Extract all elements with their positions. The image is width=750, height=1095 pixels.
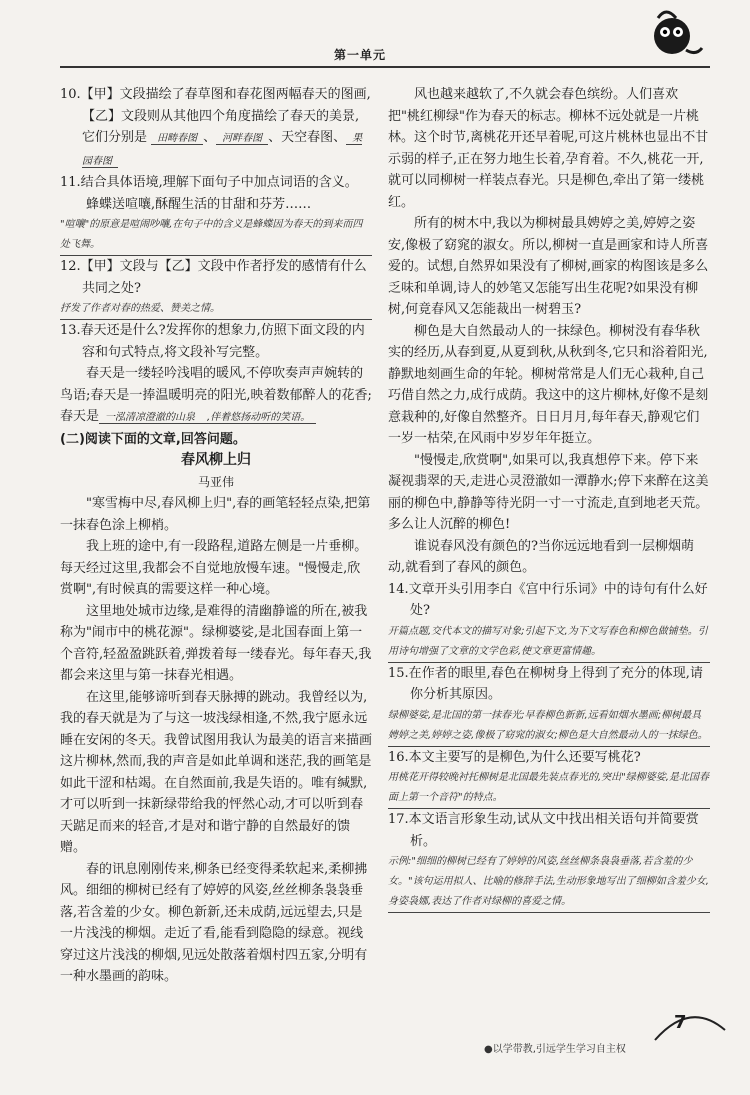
answer-14: 开篇点题,交代本文的描写对象;引起下文,为下文写春色和柳色做铺垫。引用诗句增强了文章的文学色彩,使文章更富情趣。 (388, 622, 710, 663)
article-paragraph: 我上班的途中,有一段路程,道路左侧是一片垂柳。每天经过这里,我都会不自觉地放慢车速。"慢慢走,欣赏啊",有时候真的需要这样一种心境。 (60, 539, 368, 597)
question-14: 14.文章开头引用李白《宫中行乐词》中的诗句有什么好处? (388, 581, 708, 618)
answer-12: 抒发了作者对春的热爱、赞美之情。 (60, 299, 372, 320)
article-paragraph: 所有的树木中,我以为柳树最具娉婷之美,婷婷之姿安,像极了窈窕的淑女。所以,柳树一直是画家和诗人所喜爱的。试想,自然界如果没有了柳树,画家的构图该是多么乏味和单调,诗人的妙笔又怎能写出生花呢?如果没有柳树,何竟春风又怎能裁出一树碧玉? (388, 216, 709, 317)
article-paragraph: 在这里,能够谛听到春天脉搏的跳动。我曾经以为,我的春天就是为了与这一坡浅绿相逢,不然,我宁愿永远睡在安闲的冬天。我曾试图用我认为最美的语言来描画这片柳林,然而,我的声音是如此单调和迷茫,我的画笔是如此干涩和枯竭。在自然面前,我是失语的。唯有缄默,才可以听到一抹新绿带给我的怦然心动,才可以听到春天踮足而来的轻音,才是对和谐宁静的自然最好的馈赠。 (60, 689, 373, 855)
question-12: 12.【甲】文段与【乙】文段中作者抒发的感情有什么共同之处? (60, 259, 367, 296)
question-15: 15.在作者的眼里,春色在柳树身上得到了充分的体现,请你分析其原因。 (388, 665, 703, 702)
answer-13-1: 一泓清凉澄澈的山泉 (99, 412, 201, 424)
article-paragraph: 这里地处城市边缘,是难得的清幽静谧的所在,被我称为"闹市中的桃花源"。绿柳婆娑,是北国春面上第一个音符,轻盈盈跳跃着,弹拨着每一缕春光。每年春天,我都会来这里与第一抹春光相遇。 (60, 603, 372, 683)
left-column (60, 84, 372, 988)
page-corner-swirl-icon (650, 1000, 730, 1050)
article-title: 春风柳上归 (181, 452, 251, 468)
question-11: 11.结合具体语境,理解下面句子中加点词语的含义。 (60, 175, 358, 190)
footer-slogan: ●以学带教,引远学生学习自主权 (484, 1044, 626, 1055)
answer-10-3: 果园春图 (82, 133, 363, 167)
question-16: 16.本文主要写的是柳色,为什么还要写桃花? (388, 749, 641, 765)
article-paragraph: 柳色是大自然最动人的一抹绿色。柳树没有春华秋实的经历,从春到夏,从夏到秋,从秋到冬,它只和浴着阳光,静默地刻画生命的年轮。柳树常常是人们无心栽种,自己巧借自然之力,成行成荫。我这中的这片柳林,好像不是刻意栽种的,好像自然整齐。日日月月,每年春天,静观它们一岁一枯荣,在风雨中岁岁年年挺立。 (388, 323, 709, 446)
mascot-icon (636, 4, 706, 64)
page-header-title: 第一单元 (334, 48, 387, 62)
right-column (388, 84, 710, 913)
article-paragraph: "寒雪梅中尽,春风柳上归",春的画笔轻轻点染,把第一抹春色涂上柳梢。 (60, 496, 371, 533)
article-author: 马亚伟 (197, 474, 234, 489)
answer-17: 示例:"细细的柳树已经有了婷婷的风姿,丝丝柳条袅袅垂落,若含羞的少女。"该句运用拟人、比喻的修辞手法,生动形象地写出了细柳如含羞少女,身姿袅娜,表达了作者对绿柳的喜爱之情。 (388, 852, 710, 913)
page-number: 7 (674, 1012, 687, 1033)
question-13-text: 春天是一缕轻吟浅唱的暖风,不停吹奏声声婉转的鸟语;春天是一捧温暖明亮的阳光,映着数郁醉人的花香;春天是 一泓清凉澄澈的山泉 ,伴着悠扬动听的笑语。 (60, 366, 372, 424)
answer-10-1: 田畴春图 (151, 133, 203, 145)
header-rule (60, 66, 710, 68)
article-paragraph: "慢慢走,欣赏啊",如果可以,我真想停下来。停下来凝视翡翠的天,走进心灵澄澈如一潭静水;停下来醉在这美丽的柳色中,静静等待光阴一寸一寸流走,直到地老天荒。多么让人沉醉的柳色! (388, 452, 709, 532)
section-heading: (二)阅读下面的文章,回答问题。 (60, 431, 246, 447)
article-paragraph: 春的讯息刚刚传来,柳条已经变得柔软起来,柔柳拂风。细细的柳树已经有了婷婷的风姿,丝丝柳条袅袅垂落,若含羞的少女。柳色新新,还未成荫,远远望去,只是一片浅浅的柳烟。走近了看,能看到隐隐的绿意。视线穿过这片浅浅的柳烟,见远处散落着烟村四五家,分明有一种水墨画的韵味。 (60, 861, 368, 984)
article-paragraph: 风也越来越软了,不久就会春色缤纷。人们喜欢把"桃红柳绿"作为春天的标志。柳林不远处就是一片桃林。这个时节,离桃花开还早着呢,可这片桃林也显出不甘示弱的样子,正在努力地生长着,孕育着。不久,桃花一开,就可以同柳树一样装点春光。只是柳色,牵出了第一缕桃红。 (388, 87, 709, 210)
answer-15: 绿柳婆娑,是北国的第一抹春光;早春柳色新新,远看如烟水墨画;柳树最具娉婷之美,婷婷之姿,像极了窈窕的淑女;柳色是大自然最动人的一抹绿色。 (388, 706, 710, 747)
question-10: 10.【甲】文段描绘了春草图和春花图两幅春天的图画,【乙】文段则从其他四个角度描绘了春天的美景,它们分别是 田畴春图 、 河畔春图 、天空春图、 果园春图 (60, 87, 371, 167)
answer-16: 用桃花开得较晚衬托柳树是北国最先装点春光的,突出"绿柳婆娑,是北国春面上第一个音符"的特点。 (388, 768, 710, 809)
article-paragraph: 谁说春风没有颜色的?当你远远地看到一层柳烟萌动,就看到了春风的颜色。 (388, 538, 694, 575)
answer-13-2: ,伴着悠扬动听的笑语。 (201, 412, 316, 424)
question-13: 13.春天还是什么?发挥你的想象力,仿照下面文段的内容和句式特点,将文段补写完整。 (60, 323, 365, 360)
question-17: 17.本文语言形象生动,试从文中找出相关语句并简要赏析。 (388, 812, 699, 849)
answer-10-2: 河畔春图 (216, 133, 268, 145)
answer-11: "喧嚷"的原意是喧闹吵嚷,在句子中的含义是蜂蝶因为春天的到来而四处飞舞。 (60, 215, 372, 256)
question-11-quote: 蜂蝶送喧嚷,酥醒生活的甘甜和芬芳…… (86, 196, 312, 212)
